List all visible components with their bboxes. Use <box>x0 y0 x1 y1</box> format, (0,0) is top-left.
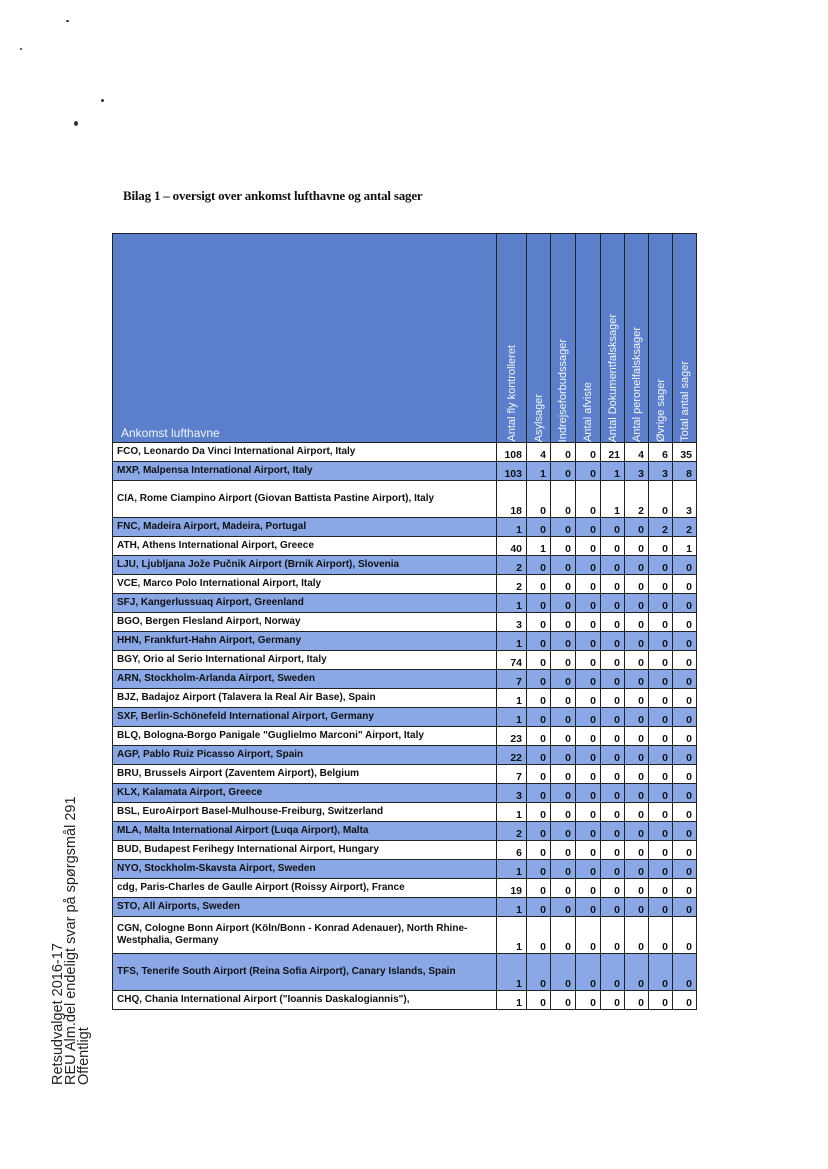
cell-value: 0 <box>649 841 673 860</box>
cell-value: 1 <box>497 898 527 917</box>
cell-value: 0 <box>576 879 601 898</box>
cell-value: 1 <box>527 462 551 481</box>
cell-value: 0 <box>673 860 697 879</box>
cell-value: 0 <box>601 991 625 1010</box>
cell-value: 0 <box>673 670 697 689</box>
cell-value: 0 <box>673 898 697 917</box>
table-row <box>113 594 697 613</box>
airport-name: BSL, EuroAirport Basel-Mulhouse-Freiburg, Switzerland <box>113 803 497 822</box>
table-row <box>113 708 697 727</box>
airport-name: FCO, Leonardo Da Vinci International Airport, Italy <box>113 443 497 462</box>
table-row <box>113 784 697 803</box>
header-col: Øvrige sager <box>649 234 673 443</box>
airport-name: SFJ, Kangerlussuaq Airport, Greenland <box>113 594 497 613</box>
airport-name: BUD, Budapest Ferihegy International Airport, Hungary <box>113 841 497 860</box>
table-row <box>113 556 697 575</box>
cell-value: 0 <box>576 954 601 991</box>
cell-value: 1 <box>497 860 527 879</box>
header-col: Antal Dokumentfalsksager <box>601 234 625 443</box>
cell-value: 0 <box>551 651 576 670</box>
cell-value: 0 <box>649 537 673 556</box>
cell-value: 2 <box>497 575 527 594</box>
cell-value: 0 <box>527 651 551 670</box>
cell-value: 0 <box>673 954 697 991</box>
cell-value: 0 <box>601 727 625 746</box>
airport-name: ATH, Athens International Airport, Greece <box>113 537 497 556</box>
cell-value: 0 <box>649 765 673 784</box>
cell-value: 0 <box>576 670 601 689</box>
airport-name: SXF, Berlin-Schönefeld International Airport, Germany <box>113 708 497 727</box>
scan-speck <box>66 20 69 22</box>
table-row <box>113 898 697 917</box>
table-row <box>113 803 697 822</box>
table-row <box>113 632 697 651</box>
cell-value: 0 <box>576 537 601 556</box>
airport-name: CIA, Rome Ciampino Airport (Giovan Battista Pastine Airport), Italy <box>113 481 497 518</box>
cell-value: 0 <box>576 613 601 632</box>
cell-value: 0 <box>673 727 697 746</box>
cell-value: 0 <box>551 481 576 518</box>
cell-value: 0 <box>649 594 673 613</box>
cell-value: 0 <box>673 841 697 860</box>
cell-value: 0 <box>649 784 673 803</box>
cell-value: 6 <box>649 443 673 462</box>
cell-value: 0 <box>527 954 551 991</box>
table-row <box>113 860 697 879</box>
cell-value: 0 <box>625 898 649 917</box>
cell-value: 0 <box>551 727 576 746</box>
cell-value: 0 <box>576 556 601 575</box>
cell-value: 0 <box>625 879 649 898</box>
cell-value: 0 <box>673 822 697 841</box>
table-body <box>113 443 697 1010</box>
airport-name: ARN, Stockholm-Arlanda Airport, Sweden <box>113 670 497 689</box>
cell-value: 0 <box>551 746 576 765</box>
cell-value: 0 <box>601 917 625 954</box>
cell-value: 0 <box>527 917 551 954</box>
cell-value: 0 <box>527 879 551 898</box>
cell-value: 0 <box>576 727 601 746</box>
cell-value: 0 <box>625 860 649 879</box>
cell-value: 0 <box>576 443 601 462</box>
cell-value: 0 <box>625 954 649 991</box>
cell-value: 0 <box>625 632 649 651</box>
header-airport: Ankomst lufthavne <box>113 234 497 443</box>
cell-value: 0 <box>673 746 697 765</box>
cell-value: 0 <box>576 575 601 594</box>
cell-value: 1 <box>497 689 527 708</box>
header-col: Indrejseforbudssager <box>551 234 576 443</box>
cell-value: 0 <box>576 991 601 1010</box>
cell-value: 0 <box>576 803 601 822</box>
cell-value: 4 <box>625 443 649 462</box>
cell-value: 0 <box>673 784 697 803</box>
cell-value: 0 <box>601 841 625 860</box>
cell-value: 0 <box>649 746 673 765</box>
cell-value: 103 <box>497 462 527 481</box>
cell-value: 0 <box>527 860 551 879</box>
cell-value: 0 <box>625 991 649 1010</box>
cell-value: 0 <box>673 879 697 898</box>
cell-value: 1 <box>497 518 527 537</box>
table-row <box>113 443 697 462</box>
table-row <box>113 462 697 481</box>
table-row <box>113 822 697 841</box>
stamp-line: Retsudvalget 2016-17 <box>50 943 66 1085</box>
cell-value: 2 <box>649 518 673 537</box>
cell-value: 0 <box>673 556 697 575</box>
cell-value: 0 <box>601 689 625 708</box>
cell-value: 1 <box>497 803 527 822</box>
cell-value: 0 <box>527 784 551 803</box>
airport-name: BJZ, Badajoz Airport (Talavera la Real Air Base), Spain <box>113 689 497 708</box>
cell-value: 0 <box>527 898 551 917</box>
airport-name: FNC, Madeira Airport, Madeira, Portugal <box>113 518 497 537</box>
cell-value: 0 <box>527 822 551 841</box>
cell-value: 0 <box>527 727 551 746</box>
airport-name: BLQ, Bologna-Borgo Panigale "Guglielmo Marconi" Airport, Italy <box>113 727 497 746</box>
cell-value: 0 <box>625 841 649 860</box>
cell-value: 0 <box>649 917 673 954</box>
cell-value: 0 <box>673 594 697 613</box>
cell-value: 0 <box>625 784 649 803</box>
cell-value: 0 <box>576 860 601 879</box>
table-row <box>113 670 697 689</box>
cell-value: 0 <box>649 860 673 879</box>
cell-value: 0 <box>551 898 576 917</box>
cell-value: 1 <box>497 594 527 613</box>
cell-value: 2 <box>497 556 527 575</box>
cell-value: 0 <box>601 860 625 879</box>
cell-value: 7 <box>497 765 527 784</box>
cell-value: 0 <box>551 708 576 727</box>
cell-value: 0 <box>649 556 673 575</box>
table-row <box>113 537 697 556</box>
cell-value: 0 <box>673 575 697 594</box>
cell-value: 0 <box>649 879 673 898</box>
cell-value: 0 <box>601 784 625 803</box>
header-col: Asylsager <box>527 234 551 443</box>
cell-value: 0 <box>527 481 551 518</box>
cell-value: 0 <box>649 991 673 1010</box>
cell-value: 0 <box>649 613 673 632</box>
cell-value: 0 <box>551 613 576 632</box>
cell-value: 0 <box>551 518 576 537</box>
table-row <box>113 879 697 898</box>
cell-value: 1 <box>601 462 625 481</box>
cell-value: 0 <box>527 708 551 727</box>
cell-value: 8 <box>673 462 697 481</box>
cell-value: 0 <box>576 462 601 481</box>
cell-value: 21 <box>601 443 625 462</box>
cell-value: 0 <box>625 917 649 954</box>
cell-value: 0 <box>576 765 601 784</box>
cell-value: 0 <box>625 727 649 746</box>
cell-value: 0 <box>625 518 649 537</box>
cell-value: 0 <box>527 765 551 784</box>
airport-name: STO, All Airports, Sweden <box>113 898 497 917</box>
cell-value: 1 <box>673 537 697 556</box>
cell-value: 1 <box>601 481 625 518</box>
cell-value: 0 <box>625 746 649 765</box>
cell-value: 0 <box>601 594 625 613</box>
header-col: Antal afviste <box>576 234 601 443</box>
cell-value: 0 <box>551 784 576 803</box>
airport-name: BGO, Bergen Flesland Airport, Norway <box>113 613 497 632</box>
cell-value: 0 <box>673 689 697 708</box>
table-row <box>113 575 697 594</box>
cell-value: 0 <box>527 841 551 860</box>
cell-value: 0 <box>551 575 576 594</box>
cell-value: 0 <box>649 575 673 594</box>
scan-speck <box>74 121 78 126</box>
cell-value: 0 <box>673 803 697 822</box>
scan-speck <box>101 99 104 102</box>
table-row <box>113 613 697 632</box>
table-row <box>113 727 697 746</box>
table-row <box>113 841 697 860</box>
cell-value: 0 <box>649 803 673 822</box>
cell-value: 6 <box>497 841 527 860</box>
airport-name: CHQ, Chania International Airport ("Ioannis Daskalogiannis"), <box>113 991 497 1010</box>
cell-value: 0 <box>601 537 625 556</box>
table-row <box>113 991 697 1010</box>
cell-value: 0 <box>601 556 625 575</box>
cell-value: 0 <box>625 689 649 708</box>
table-row <box>113 765 697 784</box>
header-col: Antal fly kontrolleret <box>497 234 527 443</box>
cell-value: 3 <box>673 481 697 518</box>
cell-value: 0 <box>625 708 649 727</box>
cell-value: 0 <box>625 651 649 670</box>
cell-value: 40 <box>497 537 527 556</box>
airport-name: BRU, Brussels Airport (Zaventem Airport), Belgium <box>113 765 497 784</box>
airport-name: AGP, Pablo Ruiz Picasso Airport, Spain <box>113 746 497 765</box>
cell-value: 0 <box>551 443 576 462</box>
cell-value: 0 <box>551 632 576 651</box>
cell-value: 0 <box>673 613 697 632</box>
cell-value: 0 <box>527 991 551 1010</box>
cell-value: 0 <box>673 991 697 1010</box>
cell-value: 0 <box>649 632 673 651</box>
cell-value: 0 <box>576 784 601 803</box>
cell-value: 0 <box>601 708 625 727</box>
cell-value: 0 <box>576 708 601 727</box>
cell-value: 0 <box>551 670 576 689</box>
airport-name: HHN, Frankfurt-Hahn Airport, Germany <box>113 632 497 651</box>
cell-value: 2 <box>625 481 649 518</box>
cell-value: 3 <box>497 613 527 632</box>
cell-value: 0 <box>527 556 551 575</box>
cell-value: 0 <box>576 746 601 765</box>
cell-value: 0 <box>551 822 576 841</box>
table-row <box>113 689 697 708</box>
cell-value: 0 <box>601 518 625 537</box>
airport-table <box>112 233 697 1010</box>
cell-value: 0 <box>551 803 576 822</box>
table-row <box>113 651 697 670</box>
airport-name: cdg, Paris-Charles de Gaulle Airport (Roissy Airport), France <box>113 879 497 898</box>
side-stamp <box>52 796 91 1085</box>
stamp-line: REU Alm.del endeligt svar på spørgsmål 291 <box>63 796 79 1085</box>
cell-value: 0 <box>576 841 601 860</box>
table-row <box>113 481 697 518</box>
cell-value: 0 <box>527 613 551 632</box>
cell-value: 4 <box>527 443 551 462</box>
cell-value: 2 <box>673 518 697 537</box>
cell-value: 0 <box>551 879 576 898</box>
airport-name: TFS, Tenerife South Airport (Reina Sofia Airport), Canary Islands, Spain <box>113 954 497 991</box>
header-col: Total antal sager <box>673 234 697 443</box>
cell-value: 0 <box>649 670 673 689</box>
cell-value: 74 <box>497 651 527 670</box>
cell-value: 19 <box>497 879 527 898</box>
cell-value: 0 <box>673 632 697 651</box>
cell-value: 0 <box>576 898 601 917</box>
cell-value: 0 <box>673 708 697 727</box>
cell-value: 0 <box>551 841 576 860</box>
cell-value: 2 <box>497 822 527 841</box>
table-row <box>113 954 697 991</box>
cell-value: 1 <box>497 954 527 991</box>
table-row <box>113 917 697 954</box>
cell-value: 0 <box>551 537 576 556</box>
cell-value: 1 <box>497 917 527 954</box>
table-row <box>113 746 697 765</box>
cell-value: 18 <box>497 481 527 518</box>
cell-value: 23 <box>497 727 527 746</box>
cell-value: 1 <box>497 632 527 651</box>
airport-name: KLX, Kalamata Airport, Greece <box>113 784 497 803</box>
airport-name: BGY, Orio al Serio International Airport, Italy <box>113 651 497 670</box>
airport-name: LJU, Ljubljana Jože Pučnik Airport (Brnik Airport), Slovenia <box>113 556 497 575</box>
cell-value: 0 <box>576 689 601 708</box>
cell-value: 108 <box>497 443 527 462</box>
cell-value: 3 <box>625 462 649 481</box>
cell-value: 0 <box>551 917 576 954</box>
cell-value: 0 <box>551 594 576 613</box>
cell-value: 0 <box>649 481 673 518</box>
airport-name: MXP, Malpensa International Airport, Italy <box>113 462 497 481</box>
cell-value: 0 <box>527 575 551 594</box>
cell-value: 0 <box>601 803 625 822</box>
cell-value: 0 <box>625 670 649 689</box>
airport-name: CGN, Cologne Bonn Airport (Köln/Bonn - Konrad Adenauer), North Rhine-Westphalia, Germany <box>113 917 497 954</box>
cell-value: 0 <box>649 954 673 991</box>
header-col: Antal peronelfalsksager <box>625 234 649 443</box>
stamp-line: Offentligt <box>76 1027 92 1085</box>
cell-value: 7 <box>497 670 527 689</box>
cell-value: 0 <box>551 556 576 575</box>
cell-value: 0 <box>601 575 625 594</box>
cell-value: 0 <box>551 954 576 991</box>
cell-value: 1 <box>527 537 551 556</box>
cell-value: 0 <box>601 879 625 898</box>
cell-value: 22 <box>497 746 527 765</box>
cell-value: 0 <box>625 556 649 575</box>
cell-value: 0 <box>576 822 601 841</box>
cell-value: 0 <box>551 462 576 481</box>
cell-value: 0 <box>625 822 649 841</box>
cell-value: 0 <box>673 651 697 670</box>
cell-value: 0 <box>601 632 625 651</box>
airport-name: VCE, Marco Polo International Airport, Italy <box>113 575 497 594</box>
cell-value: 0 <box>625 765 649 784</box>
airport-name: NYO, Stockholm-Skavsta Airport, Sweden <box>113 860 497 879</box>
cell-value: 0 <box>527 632 551 651</box>
cell-value: 0 <box>576 651 601 670</box>
cell-value: 35 <box>673 443 697 462</box>
cell-value: 0 <box>649 898 673 917</box>
cell-value: 0 <box>527 594 551 613</box>
cell-value: 0 <box>551 689 576 708</box>
scan-speck <box>20 48 22 50</box>
cell-value: 0 <box>601 954 625 991</box>
cell-value: 0 <box>625 594 649 613</box>
cell-value: 0 <box>551 860 576 879</box>
table-row <box>113 518 697 537</box>
cell-value: 0 <box>673 765 697 784</box>
cell-value: 0 <box>527 746 551 765</box>
cell-value: 0 <box>601 670 625 689</box>
cell-value: 0 <box>551 991 576 1010</box>
cell-value: 0 <box>649 727 673 746</box>
cell-value: 0 <box>601 746 625 765</box>
cell-value: 1 <box>497 708 527 727</box>
cell-value: 0 <box>527 670 551 689</box>
cell-value: 0 <box>601 898 625 917</box>
cell-value: 0 <box>576 518 601 537</box>
cell-value: 0 <box>625 537 649 556</box>
cell-value: 0 <box>576 632 601 651</box>
cell-value: 0 <box>649 689 673 708</box>
cell-value: 0 <box>673 917 697 954</box>
cell-value: 0 <box>576 594 601 613</box>
cell-value: 3 <box>649 462 673 481</box>
airport-name: MLA, Malta International Airport (Luqa Airport), Malta <box>113 822 497 841</box>
cell-value: 0 <box>625 613 649 632</box>
cell-value: 0 <box>601 765 625 784</box>
page-title: Bilag 1 – oversigt over ankomst lufthavne og antal sager <box>123 188 423 203</box>
cell-value: 0 <box>527 518 551 537</box>
cell-value: 0 <box>601 613 625 632</box>
cell-value: 0 <box>649 708 673 727</box>
cell-value: 0 <box>527 689 551 708</box>
cell-value: 0 <box>576 481 601 518</box>
cell-value: 0 <box>625 575 649 594</box>
cell-value: 0 <box>649 822 673 841</box>
cell-value: 1 <box>497 991 527 1010</box>
cell-value: 0 <box>649 651 673 670</box>
cell-value: 0 <box>551 765 576 784</box>
cell-value: 0 <box>601 651 625 670</box>
cell-value: 0 <box>527 803 551 822</box>
cell-value: 0 <box>601 822 625 841</box>
cell-value: 0 <box>625 803 649 822</box>
cell-value: 0 <box>576 917 601 954</box>
cell-value: 3 <box>497 784 527 803</box>
